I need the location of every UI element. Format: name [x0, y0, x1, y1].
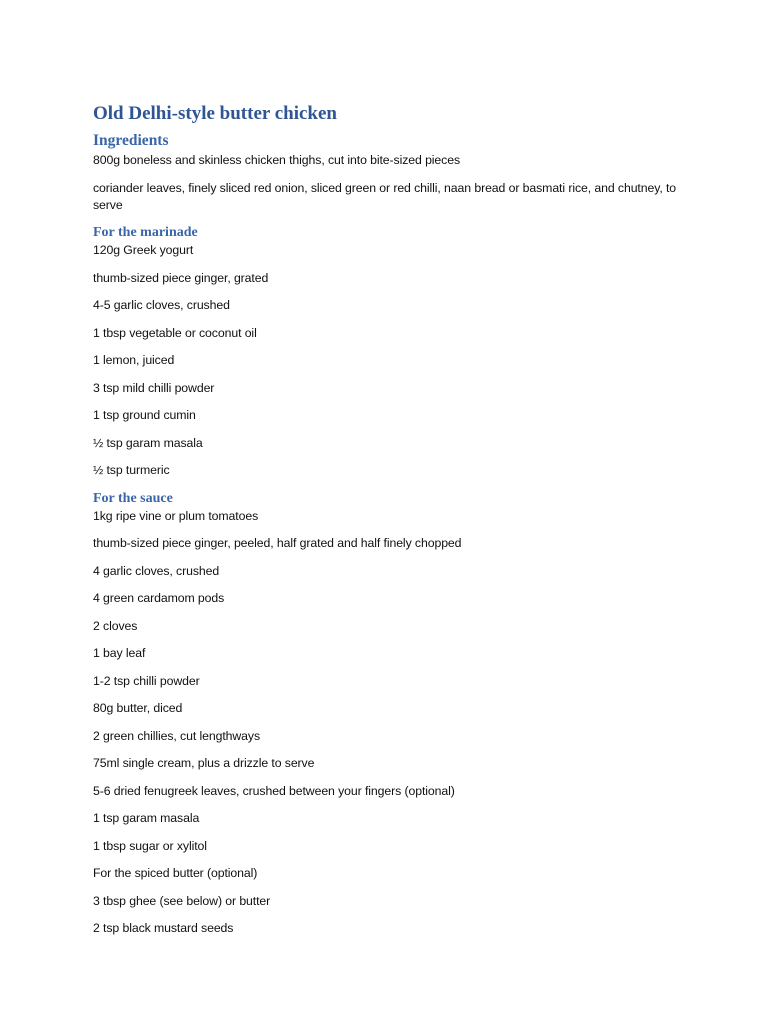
sauce-item: 80g butter, diced [93, 701, 183, 715]
spiced-butter-item: 3 tbsp ghee (see below) or butter [93, 893, 271, 908]
marinade-item: 120g Greek yogurt [93, 243, 194, 257]
sauce-item: 1kg ripe vine or plum tomatoes [93, 508, 259, 523]
marinade-heading: For the marinade [93, 225, 198, 240]
marinade-item: 4-5 garlic cloves, crushed [93, 298, 230, 312]
ingredients-list [93, 152, 693, 214]
recipe-title: Old Delhi-style butter chicken [93, 103, 338, 124]
ingredient-item: 800g boneless and skinless chicken thighs, cut into bite-sized pieces [93, 153, 461, 167]
marinade-item: ½ tsp turmeric [93, 463, 170, 477]
sauce-item: 1 tbsp sugar or xylitol [93, 838, 207, 853]
spiced-butter-list [93, 893, 693, 938]
sauce-item: 2 cloves [93, 618, 138, 633]
marinade-item: 1 tbsp vegetable or coconut oil [93, 325, 257, 340]
sauce-item: 75ml single cream, plus a drizzle to serve [93, 756, 315, 770]
sauce-heading: For the sauce [93, 490, 173, 506]
spiced-butter-item: 2 tsp black mustard seeds [93, 921, 234, 935]
marinade-item: thumb-sized piece ginger, grated [93, 270, 269, 285]
ingredients-heading: Ingredients [93, 132, 169, 149]
sauce-item: thumb-sized piece ginger, peeled, half grated and half finely chopped [93, 536, 462, 550]
sauce-item: 1 bay leaf [93, 646, 146, 660]
sauce-item: 2 green chillies, cut lengthways [93, 728, 260, 743]
sauce-item: 5-6 dried fenugreek leaves, crushed between your fingers (optional) [93, 783, 455, 798]
marinade-item: ½ tsp garam masala [93, 435, 203, 450]
marinade-item: 1 lemon, juiced [93, 353, 175, 367]
ingredient-item: coriander leaves, finely sliced red onion, sliced green or red chilli, naan bread or basmati rice, and chutney, to serve [93, 180, 677, 212]
marinade-item: 1 tsp ground cumin [93, 408, 196, 422]
sauce-item: 4 green cardamom pods [93, 591, 225, 605]
spiced-butter-heading: For the spiced butter (optional) [93, 866, 258, 880]
sauce-item: 1-2 tsp chilli powder [93, 673, 200, 688]
marinade-item: 3 tsp mild chilli powder [93, 380, 215, 395]
marinade-list [93, 242, 693, 479]
recipe-content [93, 103, 693, 948]
sauce-item: 4 garlic cloves, crushed [93, 563, 220, 578]
sauce-list [93, 508, 693, 855]
sauce-item: 1 tsp garam masala [93, 811, 200, 825]
